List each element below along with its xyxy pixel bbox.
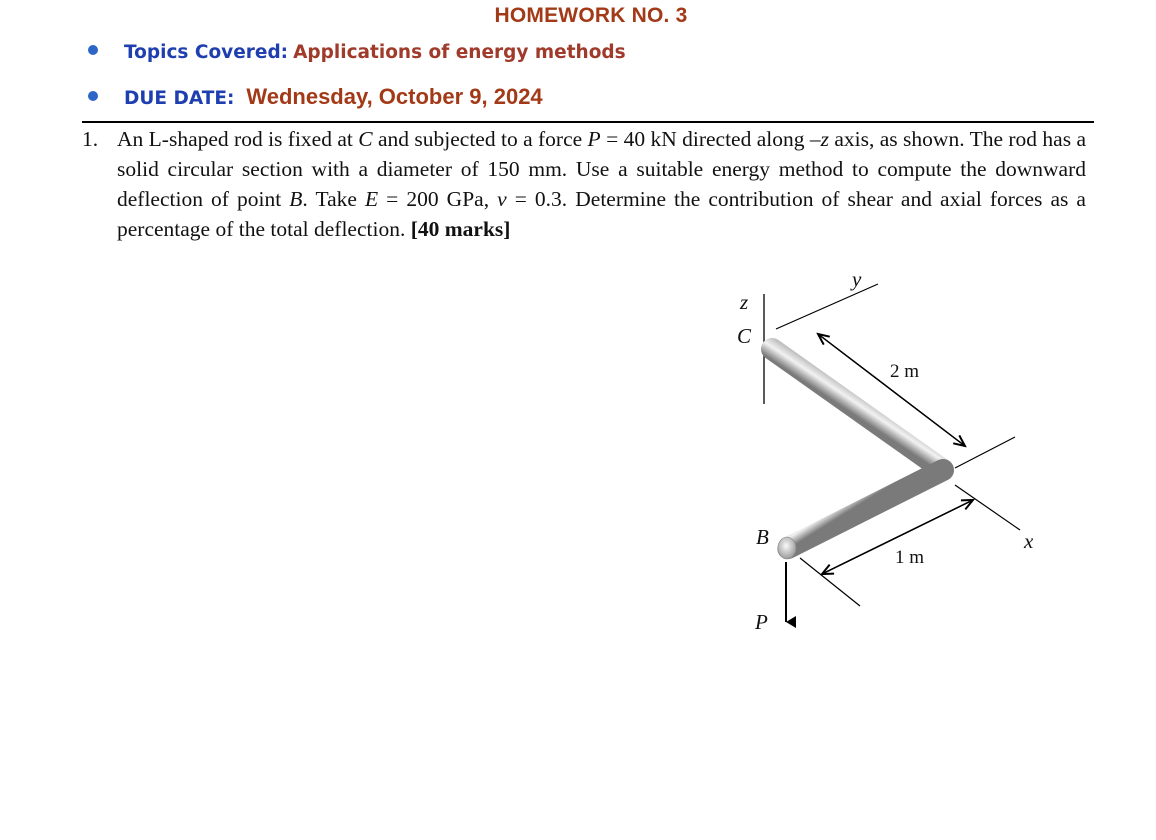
due-date-label: DUE DATE: xyxy=(124,88,235,109)
label-b: B xyxy=(756,525,769,549)
symbol-nu: ν xyxy=(497,187,507,211)
extension-line-x xyxy=(955,485,1020,530)
label-c: C xyxy=(737,324,752,348)
text-run: = 40 kN directed along – xyxy=(600,127,821,151)
extension-line-1m xyxy=(800,558,860,606)
topics-label: Topics Covered: xyxy=(124,42,289,63)
symbol-p: P xyxy=(587,127,601,151)
due-date-value: Wednesday, October 9, 2024 xyxy=(246,84,543,109)
symbol-e: E xyxy=(364,187,379,211)
text-run: An L-shaped rod is fixed at xyxy=(117,127,359,151)
rod-segment-short xyxy=(788,470,943,548)
extension-line-2m xyxy=(955,437,1015,468)
label-y: y xyxy=(852,267,862,291)
topics-value: Applications of energy methods xyxy=(293,42,626,63)
text-run: axis, as shown. The rod has a solid circular section with a diameter of 150 mm. Use a suitable energy method to compute the downward deflection of point xyxy=(117,127,1087,211)
marks-label: [40 marks] xyxy=(410,217,511,241)
text-run: and subjected to a force xyxy=(372,127,588,151)
symbol-b: B xyxy=(289,187,303,211)
text-run: . Take xyxy=(302,187,365,211)
symbol-c: C xyxy=(358,127,373,151)
text-run: = 200 GPa, xyxy=(378,187,498,211)
dimension-2m-label: 2 m xyxy=(890,361,920,382)
extension-line-y xyxy=(776,284,878,329)
label-x: x xyxy=(1024,529,1034,553)
page-title: HOMEWORK NO. 3 xyxy=(494,4,688,27)
symbol-z: z xyxy=(820,127,829,151)
label-p: P xyxy=(755,610,768,634)
dimension-1m-label: 1 m xyxy=(895,547,925,568)
rod-end-b xyxy=(778,537,796,559)
label-z: z xyxy=(740,290,749,314)
text-run: = 0.3. Determine the contribution of shear and axial forces as a percentage of the total deflection. xyxy=(117,187,1086,241)
problem-number: 1. xyxy=(82,127,99,151)
